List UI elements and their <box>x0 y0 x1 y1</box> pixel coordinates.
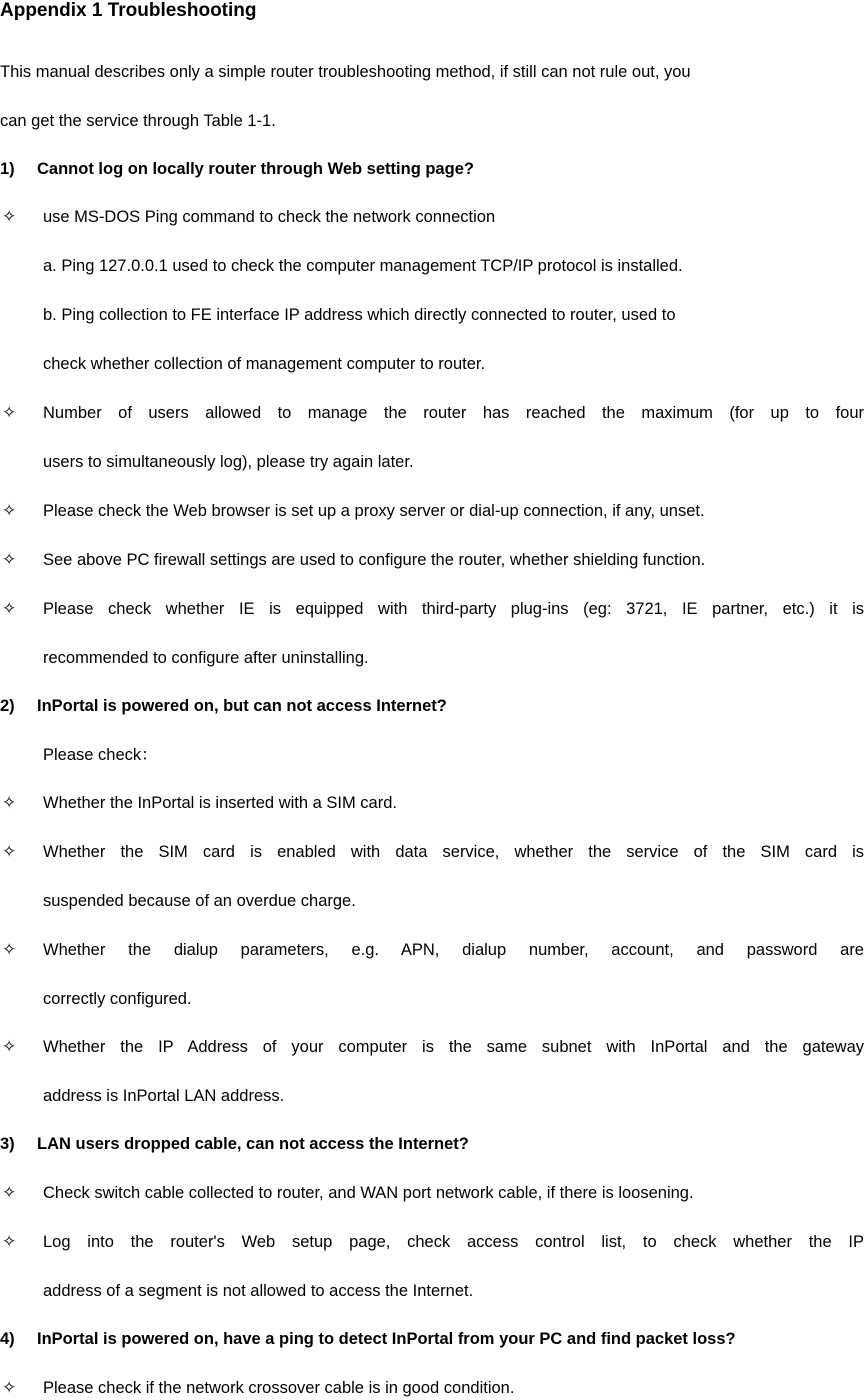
section-number: 3) <box>0 1135 15 1153</box>
section-number: 2) <box>0 697 15 715</box>
intro-line-1: This manual describes only a simple router troubleshooting method, if still can not rule out, you <box>0 63 691 81</box>
list-item-text: recommended to configure after uninstalling. <box>43 649 369 667</box>
list-item-text: See above PC firewall settings are used to configure the router, whether shielding function. <box>43 551 706 569</box>
list-item-text: check whether collection of management computer to router. <box>43 355 486 373</box>
bullet-icon: ✧ <box>2 1037 17 1056</box>
section-heading-text: InPortal is powered on, have a ping to detect InPortal from your PC and find packet loss? <box>37 1330 736 1348</box>
section-heading-text: InPortal is powered on, but can not access Internet? <box>37 697 447 715</box>
list-item-text: Please check if the network crossover cable is in good condition. <box>43 1379 515 1397</box>
list-item-text: users to simultaneously log), please try again later. <box>43 453 414 471</box>
list-item-text: Whether the IP Address of your computer is the same subnet with InPortal and the gateway <box>43 1038 864 1056</box>
list-item-text: suspended because of an overdue charge. <box>43 892 356 910</box>
bullet-icon: ✧ <box>2 1232 17 1251</box>
bullet-icon: ✧ <box>2 940 17 959</box>
bullet-icon: ✧ <box>2 793 17 812</box>
section-heading-text: Cannot log on locally router through Web setting page? <box>37 160 474 178</box>
bullet-icon: ✧ <box>2 1183 17 1202</box>
bullet-icon: ✧ <box>2 842 17 861</box>
list-item-text: Number of users allowed to manage the router has reached the maximum (for up to four <box>43 404 864 422</box>
list-item-text: address is InPortal LAN address. <box>43 1087 285 1105</box>
section-heading-4 <box>0 1327 736 1351</box>
section-heading-1 <box>0 157 474 181</box>
bullet-icon: ✧ <box>2 403 17 422</box>
bullet-icon: ✧ <box>2 599 17 618</box>
section-heading-3 <box>0 1132 469 1156</box>
list-item-text: Whether the SIM card is enabled with data service, whether the service of the SIM card is <box>43 843 864 861</box>
bullet-icon: ✧ <box>2 207 17 226</box>
intro-line-2: can get the service through Table 1-1. <box>0 112 276 130</box>
list-item-text: correctly configured. <box>43 990 192 1008</box>
section-number: 1) <box>0 160 15 178</box>
list-item-text: Log into the router's Web setup page, check access control list, to check whether the IP <box>43 1233 864 1251</box>
list-item-text: Check switch cable collected to router, and WAN port network cable, if there is loosening. <box>43 1184 694 1202</box>
list-item-text: b. Ping collection to FE interface IP address which directly connected to router, used to <box>43 306 676 324</box>
list-item-text: Please check whether IE is equipped with third-party plug-ins (eg: 3721, IE partner, etc.) it is <box>43 600 864 618</box>
section-note: Please check： <box>43 746 158 764</box>
section-heading-text: LAN users dropped cable, can not access the Internet? <box>37 1135 469 1153</box>
section-number: 4) <box>0 1330 15 1348</box>
list-item-text: use MS-DOS Ping command to check the network connection <box>43 208 496 226</box>
section-heading-2 <box>0 694 447 718</box>
list-item-text: address of a segment is not allowed to access the Internet. <box>43 1282 474 1300</box>
bullet-icon: ✧ <box>2 501 17 520</box>
list-item-text: Whether the InPortal is inserted with a SIM card. <box>43 794 397 812</box>
list-item-text: a. Ping 127.0.0.1 used to check the computer management TCP/IP protocol is installed. <box>43 257 683 275</box>
list-item-text: Please check the Web browser is set up a proxy server or dial-up connection, if any, unset. <box>43 502 705 520</box>
bullet-icon: ✧ <box>2 550 17 569</box>
bullet-icon: ✧ <box>2 1378 17 1397</box>
list-item-text: Whether the dialup parameters, e.g. APN, dialup number, account, and password are <box>43 941 864 959</box>
page-title: Appendix 1 Troubleshooting <box>0 0 257 21</box>
